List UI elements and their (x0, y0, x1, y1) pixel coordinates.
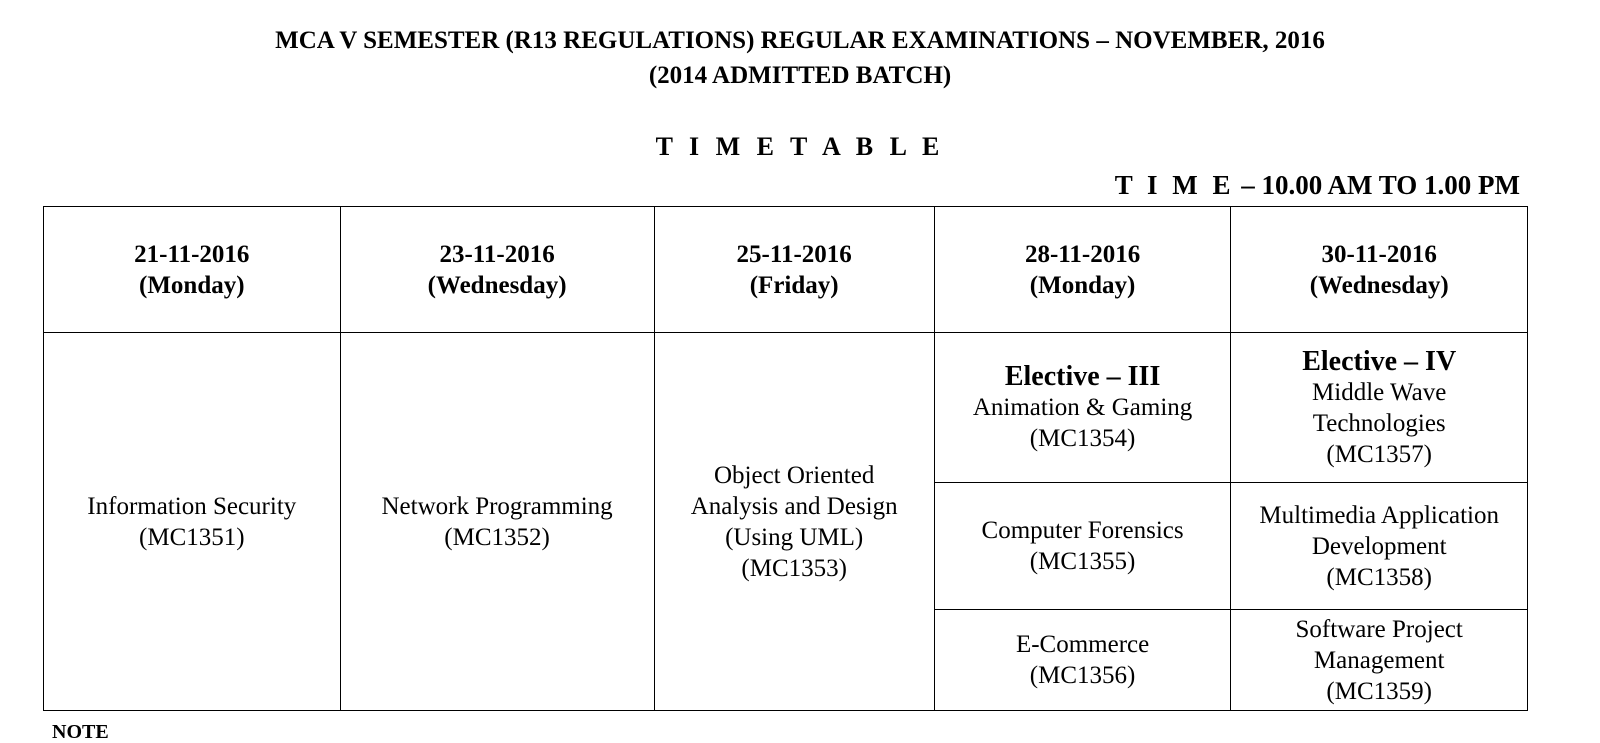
elective-iv-option-2 (1231, 483, 1528, 610)
subject-name: Software Project (1295, 615, 1463, 643)
elective-iii-option-1 (934, 333, 1231, 483)
date-row (44, 207, 1528, 333)
subject-name: Multimedia Application (1259, 501, 1499, 529)
date-cell (340, 207, 654, 333)
subject-name: Middle Wave (1312, 378, 1447, 406)
subject-name: Information Security (87, 492, 297, 520)
elective-iv-option-3 (1231, 610, 1528, 711)
exam-time (1115, 167, 1520, 203)
elective-label: Elective – III (1004, 361, 1161, 392)
exam-date: 23-11-2016 (439, 240, 555, 268)
subject-name: Animation & Gaming (972, 394, 1193, 421)
exam-date: 25-11-2016 (736, 240, 852, 268)
subject-name: Management (1313, 646, 1445, 674)
subject-code: (MC1357) (1326, 440, 1432, 468)
subject-name: Analysis and Design (690, 492, 898, 520)
subject-code: (MC1352) (444, 523, 550, 551)
exam-day: (Monday) (1029, 271, 1136, 299)
subject-row (44, 333, 1528, 483)
subject-code: (MC1359) (1326, 677, 1432, 705)
time-label: T I M E (1114, 170, 1235, 200)
subject-name: Development (1311, 532, 1447, 560)
exam-date: 21-11-2016 (134, 240, 250, 268)
timetable (43, 206, 1528, 711)
subject-cell-network-programming (340, 333, 654, 711)
exam-day: (Wednesday) (1309, 271, 1449, 299)
subject-name: Computer Forensics (981, 517, 1184, 544)
subject-name: Technologies (1312, 409, 1446, 437)
subject-name: (Using UML) (725, 523, 864, 551)
subject-code: (MC1358) (1326, 563, 1432, 591)
elective-iii-option-2 (934, 483, 1231, 610)
elective-label: Elective – IV (1302, 345, 1457, 377)
subject-cell-information-security (44, 333, 341, 711)
subject-name: E-Commerce (1015, 631, 1150, 658)
date-cell (1231, 207, 1528, 333)
exam-date: 30-11-2016 (1321, 240, 1437, 268)
timetable-heading: T I M E T A B L E (655, 132, 945, 161)
subject-code: (MC1353) (741, 554, 847, 582)
date-cell (654, 207, 934, 333)
exam-day: (Friday) (749, 271, 839, 299)
time-value: – 10.00 AM TO 1.00 PM (1234, 170, 1520, 200)
batch-subtitle: (2014 ADMITTED BATCH) (648, 62, 952, 89)
subject-name: Network Programming (381, 492, 613, 520)
exam-day: (Monday) (139, 271, 245, 299)
subject-code: (MC1355) (1029, 548, 1136, 575)
elective-iii-option-3 (934, 610, 1231, 711)
subject-cell-ooad (654, 333, 934, 711)
exam-title: MCA V SEMESTER (R13 REGULATIONS) REGULAR EXAMINATIONS – NOVEMBER, 2016 (275, 27, 1325, 54)
elective-iv-option-1 (1231, 333, 1528, 483)
exam-date: 28-11-2016 (1024, 240, 1141, 268)
subject-name: Object Oriented (713, 461, 875, 489)
subject-code: (MC1351) (139, 523, 245, 551)
date-cell (44, 207, 341, 333)
exam-day: (Wednesday) (427, 271, 567, 299)
subject-code: (MC1354) (1029, 425, 1136, 452)
date-cell (934, 207, 1231, 333)
note-label: NOTE (52, 721, 109, 743)
subject-code: (MC1356) (1029, 662, 1136, 689)
